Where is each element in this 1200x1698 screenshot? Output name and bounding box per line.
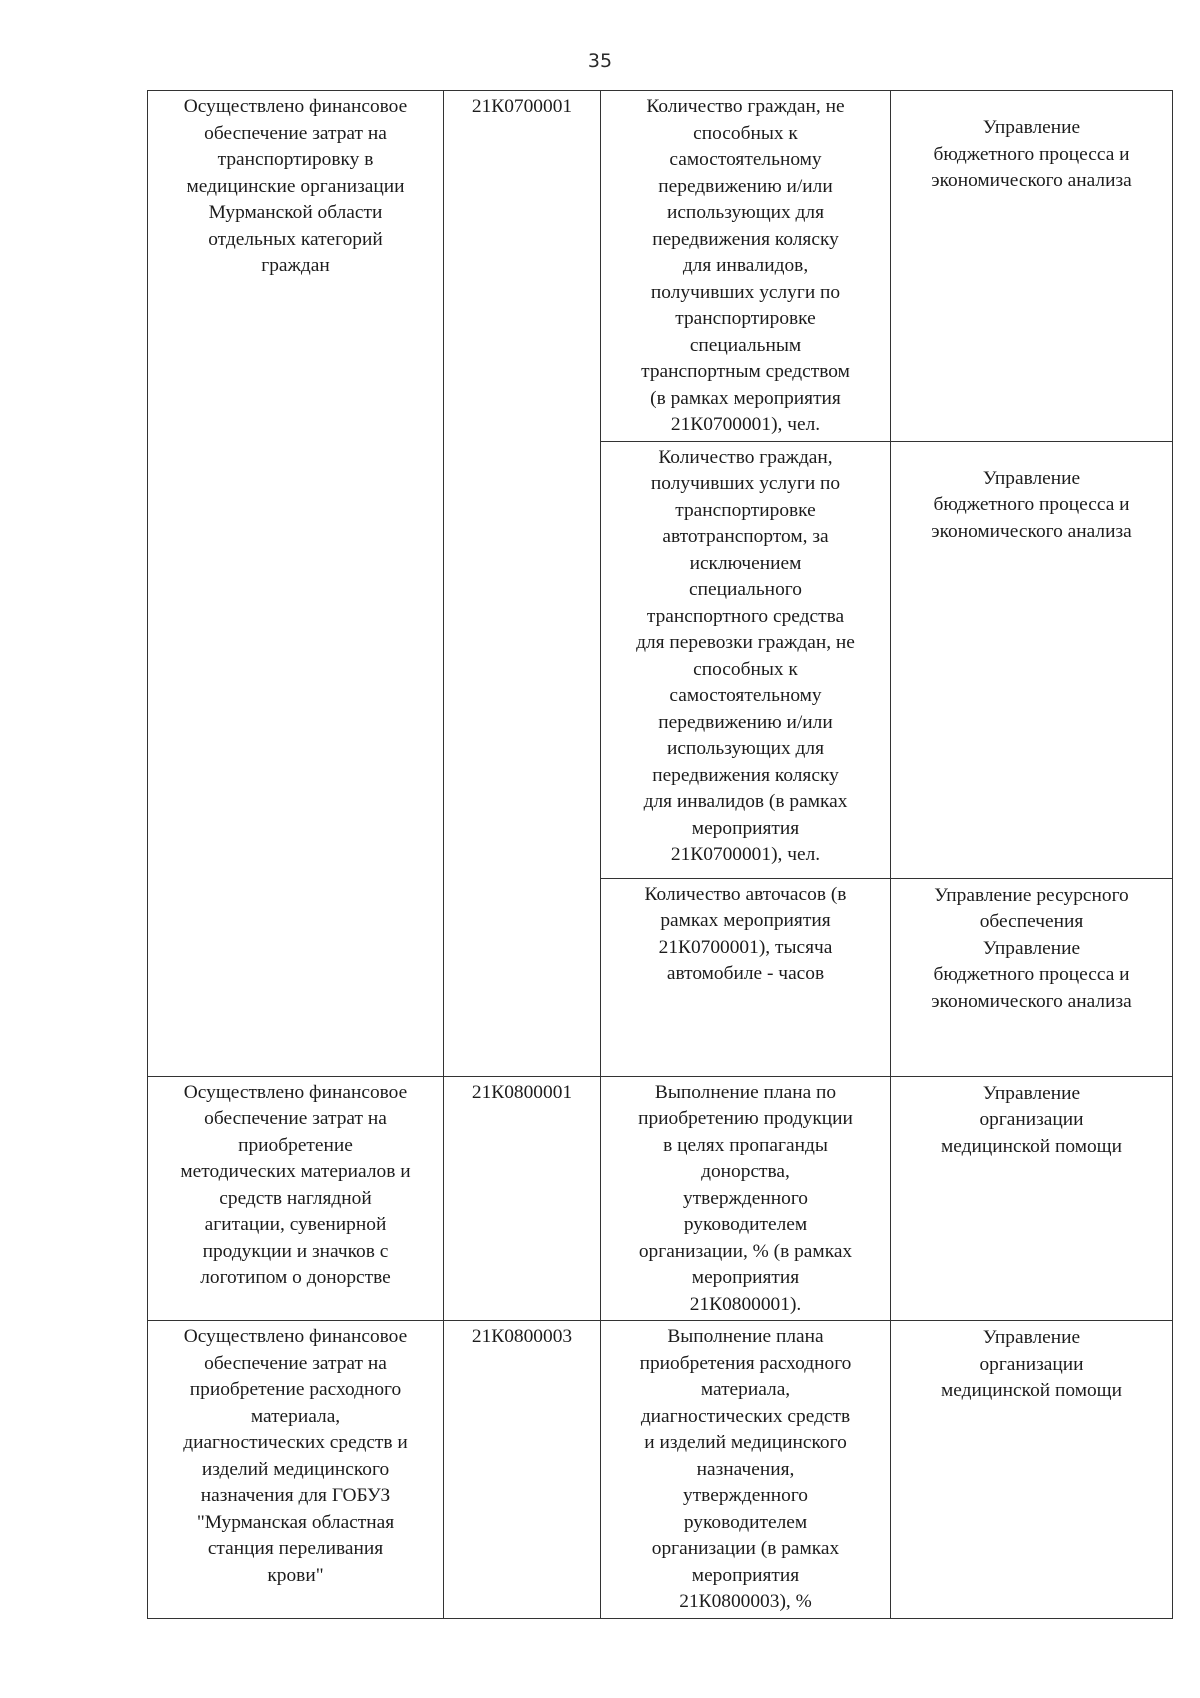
indicator-cell: Количество граждан, получивших услуги по транспортировке автотранспортом, за исключением специального транспортного средства для перевозки граждан, не способных к самостоятельному передвижению и/или использующих для передвижения коляску для инвалидов (в рамках мероприятия 21К0700001), чел. [601,441,891,878]
table-row [148,91,1173,442]
responsible-cell: Управление бюджетного процесса и экономического анализа [891,441,1173,878]
indicator-cell: Выполнение плана по приобретению продукции в целях пропаганды донорства, утвержденного руководителем организации, % (в рамках мероприятия 21К0800001). [601,1076,891,1321]
code-cell: 21К0800001 [444,1076,601,1321]
responsible-cell: Управление организации медицинской помощи [891,1076,1173,1321]
table-row [148,1076,1173,1321]
indicator-cell: Выполнение плана приобретения расходного материала, диагностических средств и изделий медицинского назначения, утвержденного руководителем организации (в рамках мероприятия 21К0800003), % [601,1321,891,1619]
event-cell: Осуществлено финансовое обеспечение затрат на транспортировку в медицинские организации Мурманской области отдельных категорий граждан [148,91,444,1077]
responsible-cell: Управление ресурсного обеспечения Управление бюджетного процесса и экономического анализа [891,878,1173,1076]
table-row [148,1321,1173,1619]
measures-table [147,90,1173,1619]
code-cell: 21К0700001 [444,91,601,1077]
page-number: 35 [587,50,613,72]
indicator-cell: Количество авточасов (в рамках мероприятия 21К0700001), тысяча автомобиле - часов [601,878,891,1076]
code-cell: 21К0800003 [444,1321,601,1619]
event-cell: Осуществлено финансовое обеспечение затрат на приобретение расходного материала, диагностических средств и изделий медицинского назначения для ГОБУЗ "Мурманская областная станция переливания крови" [148,1321,444,1619]
indicator-cell: Количество граждан, не способных к самостоятельному передвижению и/или использующих для передвижения коляску для инвалидов, получивших услуги по транспортировке специальным транспортным средством (в рамках мероприятия 21К0700001), чел. [601,91,891,442]
event-cell: Осуществлено финансовое обеспечение затрат на приобретение методических материалов и средств наглядной агитации, сувенирной продукции и значков с логотипом о донорстве [148,1076,444,1321]
responsible-cell: Управление организации медицинской помощи [891,1321,1173,1619]
responsible-cell: Управление бюджетного процесса и экономического анализа [891,91,1173,442]
